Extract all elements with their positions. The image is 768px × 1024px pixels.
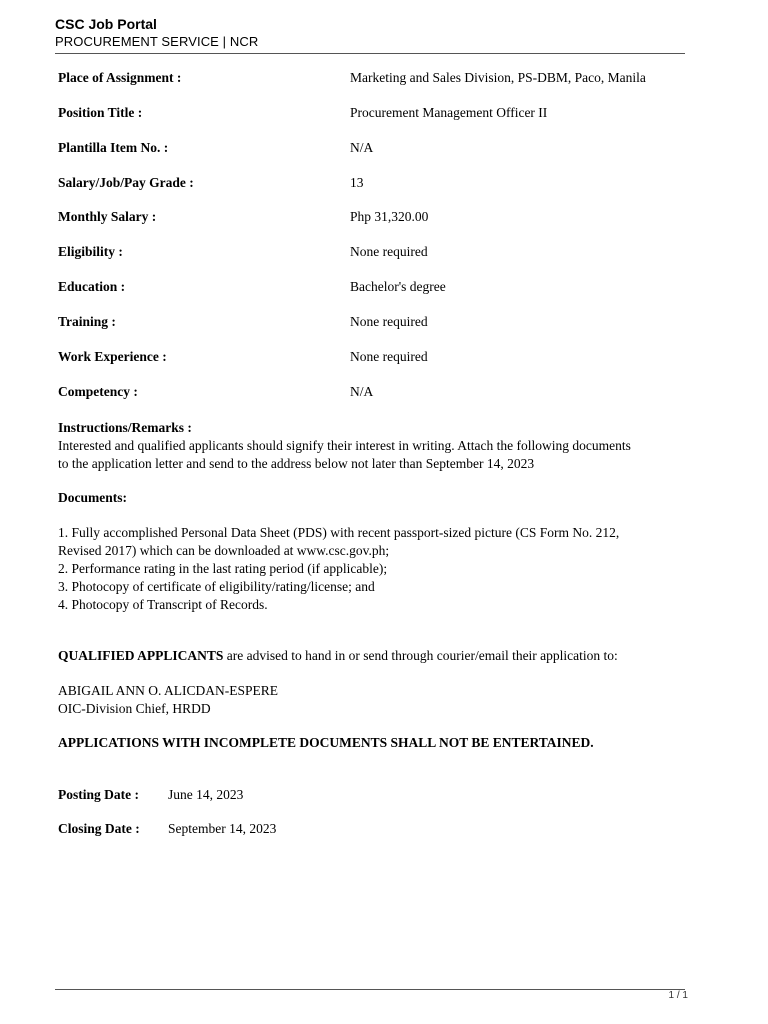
portal-subtitle: PROCUREMENT SERVICE | NCR — [55, 34, 259, 49]
field-label: Place of Assignment : — [58, 70, 182, 85]
documents-heading-block — [58, 489, 708, 507]
field-label: Work Experience : — [58, 349, 167, 364]
instructions-section — [58, 419, 708, 473]
field-value: None required — [350, 244, 428, 259]
closing-date-value: September 14, 2023 — [168, 821, 277, 836]
footer-divider — [55, 989, 685, 990]
incomplete-documents-warning: APPLICATIONS WITH INCOMPLETE DOCUMENTS SHALL NOT BE ENTERTAINED. — [58, 735, 594, 750]
field-value: N/A — [350, 384, 374, 399]
field-value: Procurement Management Officer II — [350, 105, 548, 120]
instructions-line: Interested and qualified applicants should signify their interest in writing. Attach the following documents — [58, 438, 631, 453]
contact-name: ABIGAIL ANN O. ALICDAN-ESPERE — [58, 683, 278, 698]
field-label: Competency : — [58, 384, 138, 399]
closing-date-label: Closing Date : — [58, 821, 140, 836]
field-label: Eligibility : — [58, 244, 123, 259]
field-value: 13 — [350, 175, 364, 190]
qualified-applicants-text: are advised to hand in or send through courier/email their application to: — [223, 648, 618, 663]
portal-title: CSC Job Portal — [55, 16, 157, 32]
field-label: Education : — [58, 279, 126, 294]
field-position-title — [58, 105, 698, 125]
documents-list — [58, 524, 708, 614]
list-item: 1. Fully accomplished Personal Data Sheet (PDS) with recent passport-sized picture (CS Form No. 212, — [58, 525, 620, 540]
field-value: Bachelor's degree — [350, 279, 446, 294]
field-value: None required — [350, 314, 428, 329]
field-training — [58, 314, 698, 334]
posting-date-label: Posting Date : — [58, 787, 139, 802]
list-item: 3. Photocopy of certificate of eligibility/rating/license; and — [58, 579, 375, 594]
header-divider — [55, 53, 685, 54]
instructions-heading: Instructions/Remarks : — [58, 420, 192, 435]
instructions-line: to the application letter and send to the address below not later than September 14, 2023 — [58, 456, 535, 471]
field-monthly-salary — [58, 209, 698, 229]
field-plantilla-item-no — [58, 140, 698, 160]
posting-date-row — [58, 787, 458, 807]
qualified-applicants-label: QUALIFIED APPLICANTS — [58, 648, 224, 663]
field-place-of-assignment — [58, 70, 698, 90]
field-value: Marketing and Sales Division, PS-DBM, Paco, Manila — [350, 70, 646, 85]
field-value: N/A — [350, 140, 374, 155]
closing-date-row — [58, 821, 458, 841]
field-label: Plantilla Item No. : — [58, 140, 169, 155]
field-work-experience — [58, 349, 698, 369]
list-item: Revised 2017) which can be downloaded at www.csc.gov.ph; — [58, 543, 390, 558]
field-label: Monthly Salary : — [58, 209, 157, 224]
field-label: Salary/Job/Pay Grade : — [58, 175, 194, 190]
list-item: 4. Photocopy of Transcript of Records. — [58, 597, 268, 612]
qualified-applicants-notice — [58, 647, 708, 665]
posting-date-value: June 14, 2023 — [168, 787, 244, 802]
field-salary-grade — [58, 175, 698, 195]
page-number: 1 / 1 — [668, 990, 688, 1001]
list-item: 2. Performance rating in the last rating period (if applicable); — [58, 561, 388, 576]
contact-position: OIC-Division Chief, HRDD — [58, 701, 211, 716]
field-competency — [58, 384, 698, 404]
field-label: Training : — [58, 314, 116, 329]
documents-heading: Documents: — [58, 490, 127, 505]
field-education — [58, 279, 698, 299]
field-eligibility — [58, 244, 698, 264]
field-value: None required — [350, 349, 428, 364]
field-value: Php 31,320.00 — [350, 209, 429, 224]
contact-block — [58, 682, 708, 718]
field-label: Position Title : — [58, 105, 143, 120]
